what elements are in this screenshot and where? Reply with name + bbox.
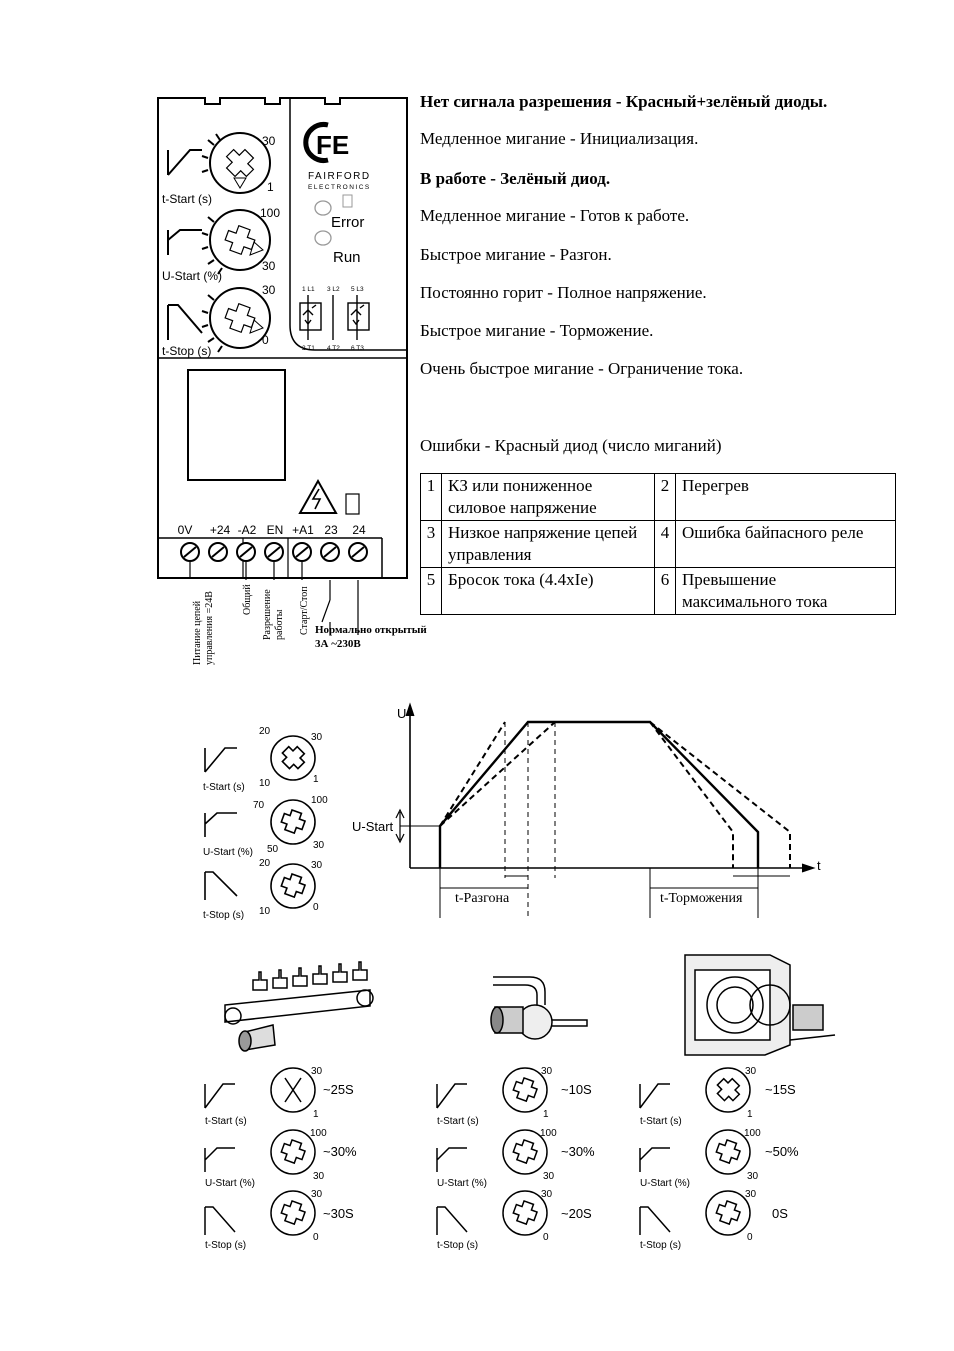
app-setting-min: 1 [313, 1109, 319, 1120]
terminal-24b: 24 [352, 523, 366, 537]
app-setting-min: 0 [747, 1232, 753, 1243]
error-description: Низкое напряжение цепей управления [442, 521, 655, 568]
terminal-a1: +A1 [292, 523, 314, 537]
app-setting-label: U-Start (%) [205, 1178, 255, 1189]
ramp-tick: 20 [259, 726, 271, 737]
error-description: Бросок тока (4.4xIe) [442, 568, 655, 615]
run-led-label: Run [333, 249, 361, 266]
app-setting-value: 0S [772, 1206, 788, 1221]
app-setting-min: 1 [543, 1109, 549, 1120]
error-description: КЗ или пониженное силовое напряжение [442, 474, 655, 521]
app-setting-value: ~30S [323, 1206, 354, 1221]
wire-label-startstop: Старт/Стоп [299, 586, 310, 635]
error-code: 3 [421, 521, 442, 568]
ramp-diagram [195, 700, 835, 930]
graph-u-start-label: U-Start [352, 819, 394, 834]
ramp-tick: 20 [259, 858, 271, 869]
wire-label-enable2: работы [274, 609, 285, 640]
phase-l3: 5 L3 [351, 286, 364, 293]
terminal-23: 23 [324, 523, 338, 537]
ramp-tick: 100 [311, 795, 328, 806]
wire-label-enable1: Разрешение [262, 589, 273, 640]
app-setting-label: t-Stop (s) [205, 1240, 247, 1251]
status-line-1: Нет сигнала разрешения - Красный+зелёный диоды. [420, 92, 828, 111]
phase-t1: 2 T1 [302, 345, 315, 352]
status-line-5: Быстрое мигание - Разгон. [420, 245, 612, 264]
brand-subtitle: ELECTRONICS [308, 184, 371, 191]
graph-y-label: U [397, 706, 407, 721]
phase-l2: 3 L2 [327, 286, 340, 293]
app-setting-min: 1 [747, 1109, 753, 1120]
app-setting-min: 0 [543, 1232, 549, 1243]
error-description: Ошибка байпасного реле [676, 521, 896, 568]
graph-decel-label: t-Торможения [660, 891, 743, 906]
error-code: 2 [655, 474, 676, 521]
applications-diagram [195, 950, 845, 1260]
app-setting-label: t-Stop (s) [640, 1240, 682, 1251]
status-line-6: Постоянно горит - Полное напряжение. [420, 283, 707, 302]
status-line-7: Быстрое мигание - Торможение. [420, 321, 654, 340]
app-setting-max: 30 [541, 1066, 553, 1077]
app-setting-value: ~30% [561, 1144, 595, 1159]
wire-label-power1: Питание цепей [192, 600, 203, 665]
terminal-0v: 0V [177, 523, 193, 537]
conveyor-icon [225, 962, 373, 1051]
graph-x-label: t [817, 858, 821, 873]
ramp-tick: 30 [311, 732, 323, 743]
ramp-tick: 70 [253, 800, 265, 811]
knob-t-stop-max: 30 [262, 283, 276, 297]
ramp-tick: 10 [259, 906, 271, 917]
table-row [421, 521, 896, 568]
app-setting-min: 30 [543, 1171, 555, 1182]
error-code: 4 [655, 521, 676, 568]
phase-t2: 4 T2 [327, 345, 340, 352]
app-setting-max: 100 [310, 1128, 327, 1139]
wire-label-power2: управления =24В [204, 591, 215, 665]
app-setting-min: 30 [313, 1171, 325, 1182]
app-setting-value: ~10S [561, 1082, 592, 1097]
ramp-tick: 0 [313, 902, 319, 913]
knob-t-start-min: 1 [267, 180, 274, 194]
app-setting-value: ~20S [561, 1206, 592, 1221]
error-led-label: Error [331, 214, 365, 231]
app-setting-label: t-Start (s) [640, 1116, 682, 1127]
app-setting-value: ~30% [323, 1144, 357, 1159]
app-setting-max: 30 [311, 1189, 323, 1200]
error-description: Превышение максимального тока [676, 568, 896, 615]
table-row [421, 474, 896, 521]
terminal-en: EN [266, 523, 284, 537]
knob-u-start-label: U-Start (%) [162, 269, 222, 283]
phase-t3: 6 T3 [351, 345, 364, 352]
knob-t-stop-min: 0 [262, 333, 269, 347]
app-setting-max: 30 [745, 1189, 757, 1200]
app-setting-max: 30 [541, 1189, 553, 1200]
ramp-knob-t-stop-label: t-Stop (s) [203, 910, 245, 921]
knob-u-start-max: 100 [260, 206, 281, 220]
status-line-2: Медленное мигание - Инициализация. [420, 129, 699, 148]
app-setting-label: U-Start (%) [437, 1178, 487, 1189]
error-description: Перегрев [676, 474, 896, 521]
app-setting-max: 30 [745, 1066, 757, 1077]
terminal-a2: -A2 [237, 523, 257, 537]
graph-accel-label: t-Разгона [455, 891, 510, 906]
run-led-icon [315, 231, 331, 245]
knob-t-start-max: 30 [262, 134, 276, 148]
ramp-knob-icons [205, 736, 315, 908]
status-line-8: Очень быстрое мигание - Ограничение тока. [420, 359, 744, 378]
knob-t-start-label: t-Start (s) [162, 192, 212, 206]
status-line-4: Медленное мигание - Готов к работе. [420, 206, 690, 225]
ramp-tick: 10 [259, 778, 271, 789]
ramp-tick: 50 [267, 844, 279, 855]
error-code: 1 [421, 474, 442, 521]
knob-u-start-min: 30 [262, 259, 276, 273]
app-setting-label: U-Start (%) [640, 1178, 690, 1189]
knob-t-stop-label: t-Stop (s) [162, 344, 212, 358]
ramp-tick: 1 [313, 774, 319, 785]
ramp-tick: 30 [313, 840, 325, 851]
phase-l1: 1 L1 [302, 286, 315, 293]
housing-outline [158, 98, 407, 578]
ramp-graph [396, 704, 814, 918]
app-knobs [205, 1068, 750, 1235]
knob-t-start [210, 133, 270, 193]
error-table [420, 473, 896, 615]
status-line-3: В работе - Зелёный диод. [420, 169, 611, 188]
app-setting-value: ~50% [765, 1144, 799, 1159]
app-setting-label: t-Stop (s) [437, 1240, 479, 1251]
ramp-tick: 30 [311, 860, 323, 871]
app-setting-max: 100 [540, 1128, 557, 1139]
table-row [421, 568, 896, 615]
ramp-knob-u-start-label: U-Start (%) [203, 847, 253, 858]
errors-title: Ошибки - Красный диод (число миганий) [420, 436, 722, 455]
app-setting-value: ~15S [765, 1082, 796, 1097]
ramp-knob-t-start-label: t-Start (s) [203, 782, 245, 793]
app-setting-max: 100 [744, 1128, 761, 1139]
logo-text: FE [316, 130, 350, 160]
soft-starter-diagram [150, 90, 450, 670]
error-code: 6 [655, 568, 676, 615]
app-setting-max: 30 [311, 1066, 323, 1077]
app-setting-label: t-Start (s) [205, 1116, 247, 1127]
fan-icon [685, 955, 835, 1055]
brand-name: FAIRFORD [308, 171, 371, 182]
knob-t-stop [210, 288, 270, 348]
terminal-24: +24 [209, 523, 231, 537]
app-setting-label: t-Start (s) [437, 1116, 479, 1127]
app-setting-value: ~25S [323, 1082, 354, 1097]
wire-label-common: Общий [242, 584, 253, 615]
error-code: 5 [421, 568, 442, 615]
app-setting-min: 0 [313, 1232, 319, 1243]
contact-label-2: 3А ~230В [315, 638, 361, 650]
contact-label-1: Нормально открытый [315, 624, 427, 636]
pump-icon [491, 977, 587, 1039]
app-setting-min: 30 [747, 1171, 759, 1182]
